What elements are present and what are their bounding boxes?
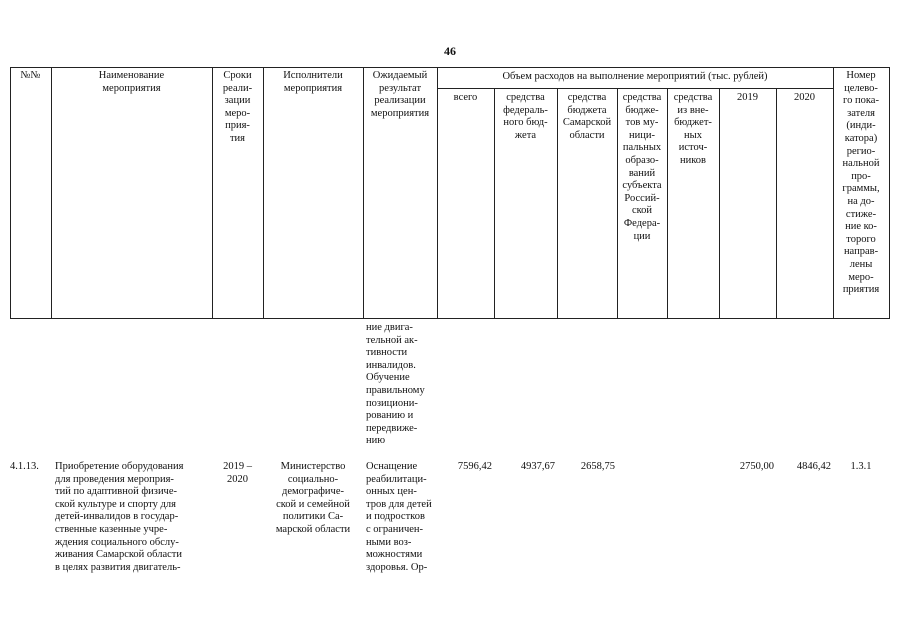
- header-bottom-border: [10, 318, 889, 319]
- col-line-3: [263, 67, 264, 319]
- row-2020: 4846,42: [796, 461, 831, 472]
- col-line-0: [10, 67, 11, 319]
- header-top-border: [10, 67, 889, 68]
- col-line-13: [889, 67, 890, 319]
- header-executors: Исполнители мероприятия: [283, 70, 343, 94]
- row-indicator: 1.3.1: [850, 461, 872, 472]
- row-num: 4.1.13.: [10, 461, 39, 472]
- header-result: Ожидаемый результат реализации мероприятия: [370, 70, 430, 119]
- col-line-11: [776, 88, 777, 319]
- header-terms: Сроки реали- зации меро- прия- тия: [222, 70, 253, 144]
- header-2020: 2020: [794, 92, 815, 103]
- header-2019: 2019: [737, 92, 758, 103]
- continuation-result: ние двига- тельной ак- тивности инвалидов. Обучение правильному позициони- рованию и передвиже- нию: [366, 322, 425, 447]
- row-total: 7596,42: [457, 461, 492, 472]
- page-number: 46: [444, 44, 456, 58]
- row-executors: Министерство социально- демографиче- ской и семейной политики Са- марской области: [275, 461, 351, 535]
- row-name: Приобретение оборудования для проведения мероприя- тий по адаптивной физиче- ской культуре и спорту для детей-инвалидов в государ- ственные казенные учре- ждения социального обслу- живания Самарской области в целях развития двигатель-: [55, 461, 184, 573]
- row-result: Оснащение реабилитаци- онных цен- тров для детей и подростков с ограничен- ными воз- можностями здоровья. Ор-: [366, 461, 432, 573]
- row-2019: 2750,00: [739, 461, 774, 472]
- expenses-divider: [437, 88, 833, 89]
- header-expenses: Объем расходов на выполнение мероприятий (тыс. рублей): [502, 71, 768, 82]
- header-federal: средства федераль- ного бюд- жета: [503, 92, 548, 141]
- header-extrabudget: средства из вне- бюджет- ных источ- ников: [673, 92, 713, 166]
- row-terms: 2019 – 2020: [223, 461, 252, 485]
- col-line-10: [719, 88, 720, 319]
- col-line-1: [51, 67, 52, 319]
- row-regional: 2658,75: [580, 461, 615, 472]
- header-municipal: средства бюдже- тов му- ници- пальных образо- ваний субъекта Россий- ской Федера- ции: [622, 92, 662, 242]
- col-line-5: [437, 67, 438, 319]
- header-num: №№: [20, 70, 41, 81]
- header-name: Наименование мероприятия: [98, 70, 165, 94]
- row-federal: 4937,67: [520, 461, 555, 472]
- header-regional: средства бюджета Самарской области: [562, 92, 612, 141]
- header-total: всего: [453, 92, 478, 103]
- header-indicator: Номер целево- го пока- зателя (инди- катора) регио- нальной про- граммы, на до- стиже- ние ко- торого направ- лены меро- приятия: [842, 70, 880, 296]
